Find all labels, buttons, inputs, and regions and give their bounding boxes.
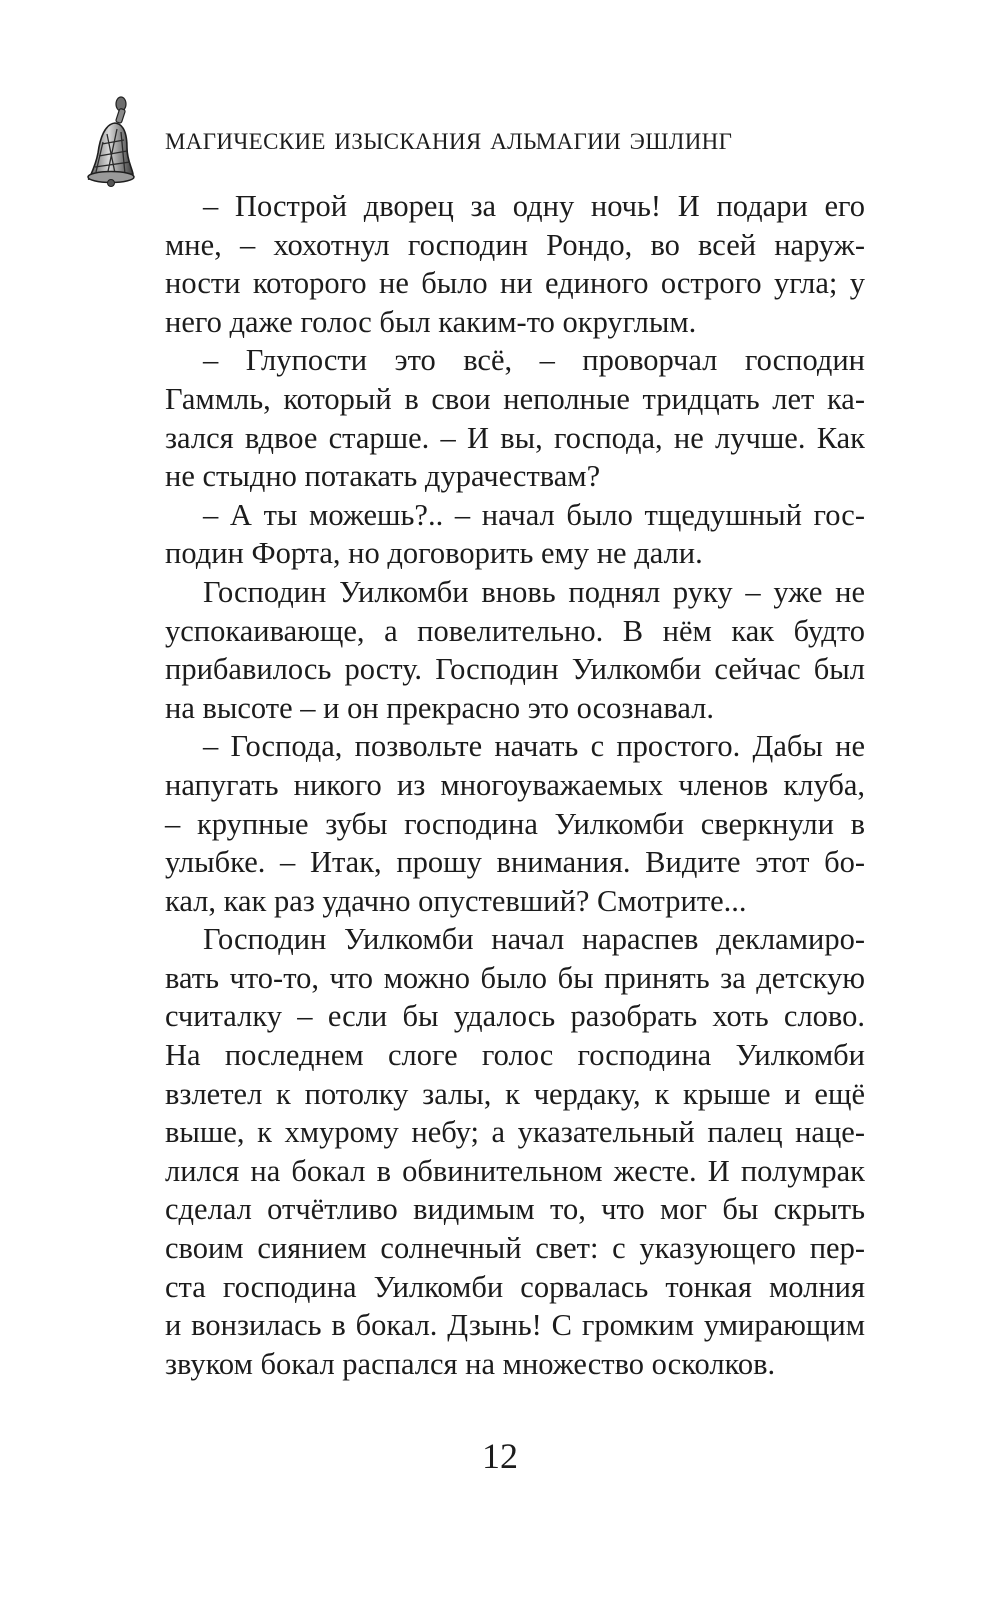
text-line: напугать никого из многоуважаемых членов клуба, bbox=[165, 767, 865, 802]
text-line: – Глупости это всё, – проворчал господин bbox=[203, 343, 865, 378]
text-line: сделал отчётливо видимым то, что мог бы скрыть bbox=[165, 1192, 865, 1227]
text-line: Гаммль, который в свои неполные тридцать лет ка- bbox=[165, 381, 865, 416]
text-line: выше, к хмурому небу; а указательный палец наце- bbox=[165, 1115, 865, 1150]
text-line: вать что-то, что можно было бы принять за детскую bbox=[165, 960, 865, 995]
text-line: подин Форта, но договорить ему не дали. bbox=[165, 536, 703, 571]
text-line: – крупные зубы господина Уилкомби сверкнули в bbox=[165, 806, 865, 841]
text-line: него даже голос был каким-то округлым. bbox=[165, 304, 697, 339]
text-line: – Построй дворец за одну ночь! И подари его bbox=[203, 189, 865, 223]
text-line: На последнем слоге голос господина Уилкомби bbox=[165, 1038, 865, 1073]
text-line: не стыдно потакать дурачествам? bbox=[165, 459, 601, 494]
text-line: зался вдвое старше. – И вы, господа, не лучше. Как bbox=[165, 420, 865, 455]
text-line: успокаивающе, а повелительно. В нём как будто bbox=[165, 613, 865, 648]
running-head: магические изыскания альмагии эшлинг bbox=[165, 121, 733, 157]
text-line: ности которого не было ни единого острого угла; у bbox=[165, 266, 865, 301]
text-line: прибавилось росту. Господин Уилкомби сейчас был bbox=[165, 652, 865, 687]
text-line: на высоте – и он прекрасно это осознавал. bbox=[165, 690, 714, 725]
text-line: лился на бокал в обвинительном жесте. И полумрак bbox=[165, 1153, 865, 1188]
body-text bbox=[165, 187, 865, 1383]
page-number: 12 bbox=[482, 1436, 518, 1476]
text-line: своим сиянием солнечный свет: с указующего пер- bbox=[165, 1231, 865, 1266]
text-line: улыбке. – Итак, прошу внимания. Видите этот бо- bbox=[165, 845, 865, 880]
text-line: кал, как раз удачно опустевший? Смотрите... bbox=[165, 883, 747, 918]
bell-icon bbox=[80, 96, 138, 188]
text-line: взлетел к потолку залы, к чердаку, к крыше и ещё bbox=[165, 1076, 865, 1111]
text-line: ста господина Уилкомби сорвалась тонкая молния bbox=[165, 1269, 865, 1304]
text-line: Господин Уилкомби вновь поднял руку – уже не bbox=[203, 574, 865, 609]
text-line: мне, – хохотнул господин Рондо, во всей наруж- bbox=[165, 227, 865, 262]
text-line: считалку – если бы удалось разобрать хоть слово. bbox=[165, 999, 865, 1034]
text-line: звуком бокал распался на множество осколков. bbox=[165, 1346, 776, 1381]
text-line: – Господа, позвольте начать с простого. Дабы не bbox=[203, 729, 865, 764]
text-line: и вонзилась в бокал. Дзынь! С громким умирающим bbox=[165, 1308, 865, 1343]
text-line: Господин Уилкомби начал нараспев декламиро- bbox=[203, 922, 865, 957]
text-line: – А ты можешь?.. – начал было тщедушный гос- bbox=[203, 497, 865, 532]
